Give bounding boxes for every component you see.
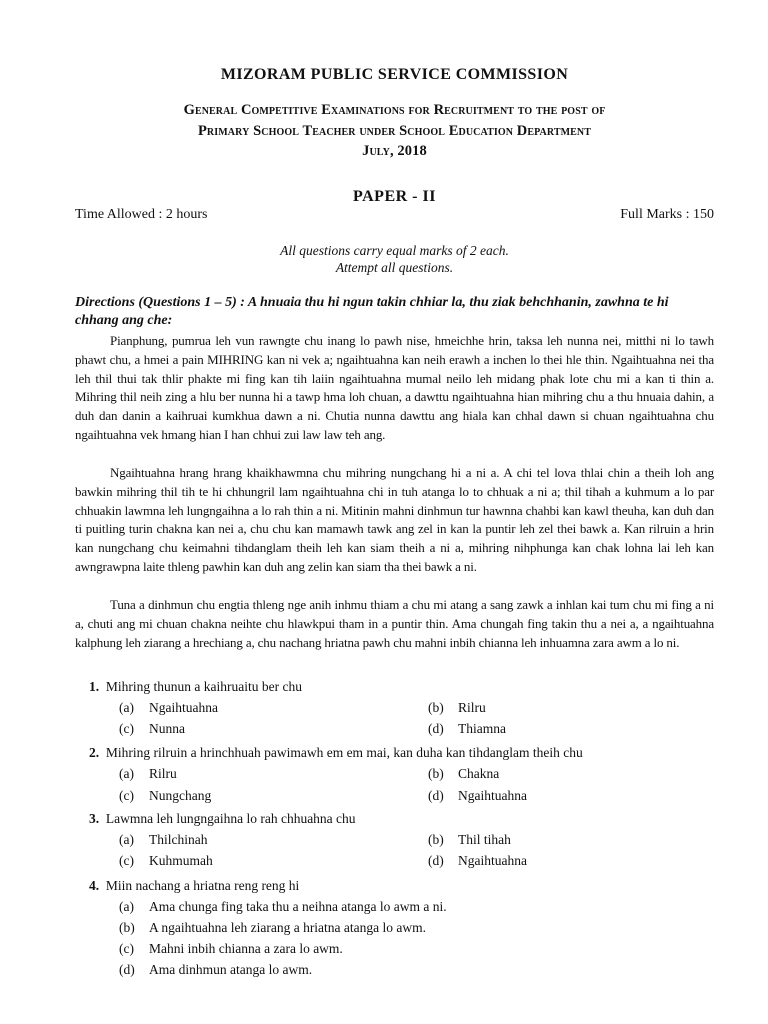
paper-meta bbox=[75, 207, 714, 223]
attempt-note: Attempt all questions. bbox=[335, 260, 454, 275]
option-label: (b) bbox=[428, 832, 444, 847]
option-label: (c) bbox=[119, 788, 134, 803]
option-text: Nungchang bbox=[149, 788, 212, 803]
option bbox=[119, 853, 213, 869]
option bbox=[428, 766, 499, 782]
exam-page bbox=[75, 0, 714, 1024]
question-text: Lawmna leh lungngaihna lo rah chhuahna chu bbox=[105, 811, 356, 826]
commission-title: MIZORAM PUBLIC SERVICE COMMISSION bbox=[220, 66, 569, 83]
passage-paragraph: Ngaihtuahna hrang hrang khaikhawmna chu mihring nungchang hi a ni a. A chi tel lova thlai chin a theih loh ang bawkin mihring thil tih te hi chhungril lam ngaihtuahna chi in tuh atanga lo to chhuak a ni a; thil tihah a kuhmum a lo par chhuakin lawmna leh lungngaihna a lo rah thin a ni. Mitinin mahni dinhmun tur hawnna chahbi kan kawl theuha, kan duh dan ti puitling turin chakna kan nei a, chu chu kan mamawh tawk ang zel in kan la puntir leh zel thei bawk a. Kan rilruin a hrin kan nungchang chu keimahni tihdanglam theih leh kan siam theih a ni a, mihring nihphunga kan chak lohna lai leh kan awngrawpna laite thleng pawhin kan duh ang zelin kan siam tha thei bawk a ni. bbox=[75, 465, 714, 574]
question-number: 3. bbox=[89, 811, 100, 826]
full-marks: Full Marks : 150 bbox=[620, 207, 714, 222]
option-label: (c) bbox=[119, 941, 134, 956]
passage-paragraph: Pianphung, pumrua leh vun rawngte chu inang lo pawh nise, hmeichhe hrin, taksa leh nunna nei, mitthi ni lo tawh phawt chu, a hmei a pain MIHRING kan ni vek a; ngaihtuahna kan neih erawh a inchen lo thei hle thin. Ngaihtuahna nei tha leh thil thui tak thlir phakte mi fing kan tih laiin ngaihtuahna mumal neilo leh midang phak lote chu mi a kan ti thin a. Mihring thil neih zing a hlu ber nunna hi a tawp hma loh chuan, a dawttu ngaihtuahna hian mihring chu a thu hnuaia dahin, a duh dan danin a kaihruai kumkhua dawn a ni. Chutia nunna dawttu ang hiala kan chhal dawn si chuan ngaihtuahna chu ngaihtuahna vek hmang hian I han chhui zui law law teh ang. bbox=[75, 333, 714, 442]
question-stem bbox=[89, 811, 356, 827]
option bbox=[119, 700, 218, 716]
question-stem bbox=[89, 745, 583, 761]
option bbox=[119, 788, 211, 804]
question-text: Miin nachang a hriatna reng reng hi bbox=[105, 878, 300, 893]
time-allowed: Time Allowed : 2 hours bbox=[75, 207, 208, 222]
option-text: Ngaihtuahna bbox=[458, 853, 527, 868]
question-stem bbox=[89, 679, 302, 695]
paper-title: PAPER - II bbox=[353, 188, 436, 205]
option-label: (c) bbox=[119, 853, 134, 868]
option-label: (d) bbox=[119, 962, 135, 977]
option-text: Mahni inbih chianna a zara lo awm. bbox=[149, 941, 343, 956]
option-label: (b) bbox=[119, 920, 135, 935]
exam-subtitle-line1: General Competitive Examinations for Recruitment to the post of bbox=[183, 102, 606, 118]
option bbox=[119, 899, 447, 915]
option-text: Thilchinah bbox=[149, 832, 208, 847]
option-text: Ama chunga fing taka thu a neihna atanga lo awm a ni. bbox=[149, 899, 447, 914]
directions: Directions (Questions 1 – 5) : A hnuaia thu hi ngun takin chhiar la, thu ziak behchhanin, zawhna te hi chhang ang che: bbox=[75, 295, 669, 328]
option-text: A ngaihtuahna leh ziarang a hriatna atanga lo awm. bbox=[149, 920, 427, 935]
option-text: Rilru bbox=[458, 700, 486, 715]
option-label: (b) bbox=[428, 700, 444, 715]
option bbox=[119, 721, 185, 737]
option-text: Chakna bbox=[458, 766, 500, 781]
option bbox=[428, 853, 527, 869]
passage-paragraph: Tuna a dinhmun chu engtia thleng nge anih inhmu thiam a chu mi atang a sang zawk a inhlan kai tum chu mi fing a ni a, chuti ang mi chuan chakna neihte chu hlawkpui tham in a puntir thin. Ama chungah fing takin thu a nei a, a ngaihtuahna kalphung leh ziarang a hrechiang a, chu nachang hriatna pawh chu mahni inbih chianna leh inhuamna zara awm a lo ni. bbox=[75, 597, 714, 650]
exam-subtitle-line2: Primary School Teacher under School Education Department bbox=[197, 123, 592, 139]
exam-date: July, 2018 bbox=[362, 143, 427, 159]
question-text: Mihring rilruin a hrinchhuah pawimawh em em mai, kan duha kan tihdanglam theih chu bbox=[105, 745, 583, 760]
option-text: Thil tihah bbox=[458, 832, 511, 847]
option-label: (a) bbox=[119, 832, 134, 847]
question-text: Mihring thunun a kaihruaitu ber chu bbox=[105, 679, 302, 694]
option-text: Ama dinhmun atanga lo awm. bbox=[149, 962, 313, 977]
option-text: Ngaihtuahna bbox=[149, 700, 218, 715]
option bbox=[119, 832, 207, 848]
option-text: Thiamna bbox=[458, 721, 506, 736]
option-text: Kuhmumah bbox=[149, 853, 213, 868]
option-label: (a) bbox=[119, 700, 134, 715]
option bbox=[428, 832, 511, 848]
option-label: (a) bbox=[119, 899, 134, 914]
option-label: (d) bbox=[428, 721, 444, 736]
option bbox=[428, 721, 506, 737]
marks-note: All questions carry equal marks of 2 each. bbox=[280, 243, 509, 258]
option bbox=[428, 788, 527, 804]
option-label: (d) bbox=[428, 853, 444, 868]
option bbox=[119, 766, 177, 782]
option-label: (a) bbox=[119, 766, 134, 781]
option-text: Ngaihtuahna bbox=[458, 788, 527, 803]
question-number: 1. bbox=[89, 679, 100, 694]
option-text: Rilru bbox=[149, 766, 177, 781]
option-label: (d) bbox=[428, 788, 444, 803]
option bbox=[119, 962, 312, 978]
option bbox=[119, 941, 343, 957]
question-number: 2. bbox=[89, 745, 100, 760]
option bbox=[428, 700, 486, 716]
option-text: Nunna bbox=[149, 721, 185, 736]
question-number: 4. bbox=[89, 878, 100, 893]
question-stem bbox=[89, 878, 299, 894]
option-label: (c) bbox=[119, 721, 134, 736]
option bbox=[119, 920, 426, 936]
option-label: (b) bbox=[428, 766, 444, 781]
